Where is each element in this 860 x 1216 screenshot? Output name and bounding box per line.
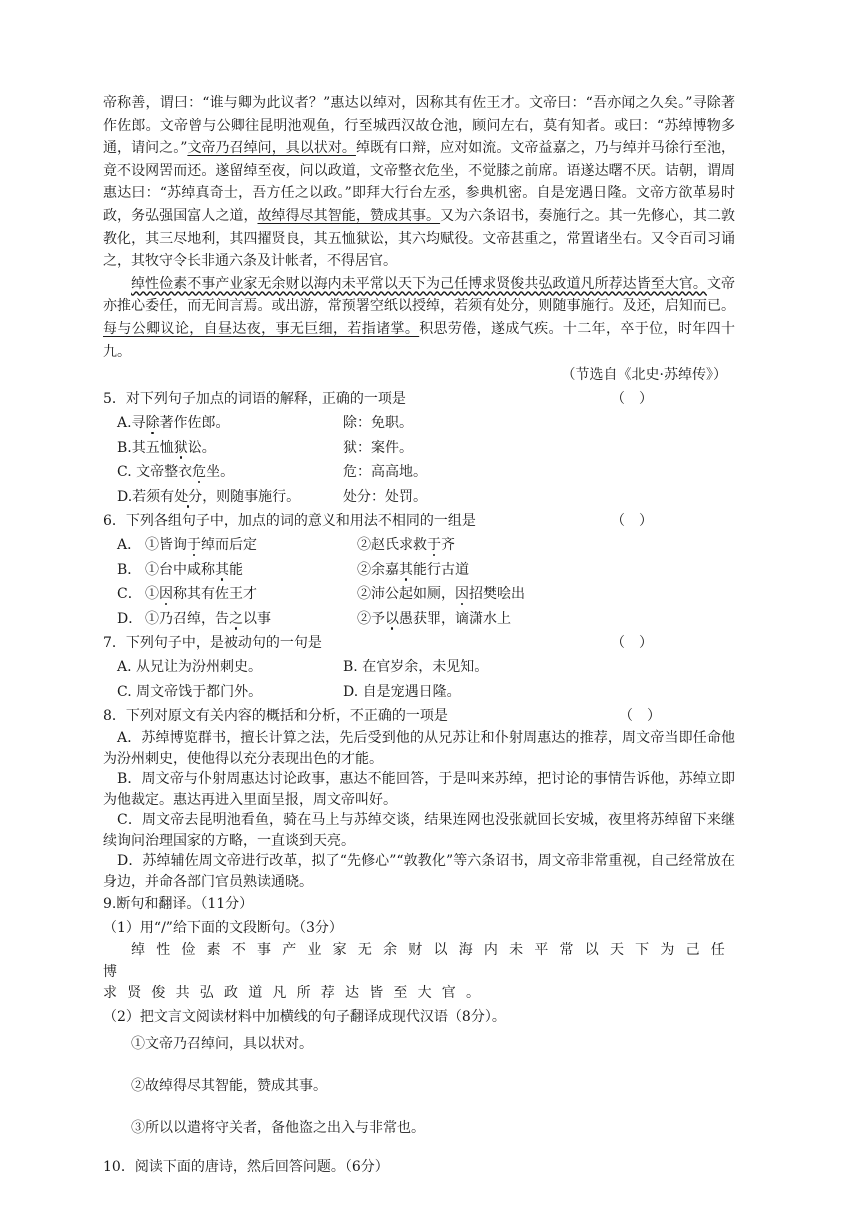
option-cell [357, 582, 525, 607]
translation-item-3: ③所以以遣将守关者，备他盗之出入与非常也。 [131, 1119, 425, 1136]
text-fragment: 能 [229, 561, 243, 578]
text-fragment: ②赵氏求救 [357, 537, 427, 554]
answer-paren: （ ） [619, 708, 661, 725]
dotted-word: 之 [229, 610, 243, 627]
question-9-part-2: （2）把文言文阅读材料中加横线的句子翻译成现代汉语（8分）。 [103, 1008, 506, 1025]
dotted-word: 其 [215, 561, 229, 578]
question-9 [103, 892, 735, 1139]
text-fragment: 称其有佐王才 [173, 586, 257, 603]
punctuation-text-line-1: 绰性俭素不事产业家无余财以海内未平常以天下为己任博 [103, 942, 735, 980]
punctuation-text-line-2: 求贤俊共弘政道凡所荐达皆至大官。 [103, 985, 491, 1002]
passage-text: 绰既有口辩，应对如流。文帝益嘉之，乃与绰并马徐行至池，竟不设网罟而还。遂留绰至夜，问以政道，文帝整衣危坐，不觉膝之前席。语遂达曙不厌。诘朝，谓周惠达曰：“苏绰真奇士，吾方任之以政。”即拜大行台左丞，参典机密。自是宠遇日隆。文帝方欲革易时政，务弘强国富人之道， [103, 140, 735, 224]
option-explanation: 狱：案件。 [343, 439, 413, 456]
option-c: C．周文帝去昆明池看鱼，骑在马上与苏绰交谈，结果连网也没张就回长安城，夜里将苏绰留下来继续询问治理国家的方略，一直谈到天亮。 [103, 812, 735, 849]
option-explanation: 处分：处罚。 [343, 488, 427, 505]
translation-item-2: ②故绰得尽其智能，赞成其事。 [131, 1077, 327, 1094]
text-fragment: D． [117, 610, 143, 627]
text-fragment: A.寻 [117, 415, 146, 432]
translation-item-1: ①文帝乃召绰问，具以状对。 [131, 1035, 313, 1052]
question-9-stem: 9.断句和翻译。（11分） [103, 896, 254, 913]
dotted-word: 处分 [174, 488, 203, 505]
passage-paragraph-1 [103, 92, 735, 273]
option-cell [117, 436, 343, 461]
underlined-sentence-3: 每与公卿议论，自昼达夜，事无巨细，若指诸掌。 [103, 320, 420, 337]
option-row-cd [103, 680, 735, 705]
text-fragment: 招樊哙出 [469, 586, 525, 603]
option-cell [117, 411, 343, 436]
passage-source: （节选自《北史·苏绰传》） [561, 367, 727, 384]
option-explanation: 除：免职。 [343, 415, 413, 432]
text-fragment: D.若须有 [117, 488, 175, 505]
text-fragment: ②余嘉 [357, 561, 399, 578]
option-c: C. 周文帝饯于都门外。 [117, 683, 263, 700]
stem-text: 6．下列各组句子中，加点的词的意义和用法不相同的一组是 [103, 513, 476, 530]
option-cell [357, 533, 455, 558]
text-fragment: B． [117, 561, 142, 578]
option-cell [117, 460, 343, 485]
option-b [103, 558, 735, 583]
passage-text: 又为六条诏书，奏施行之。其一先修心，其二敦教化，其三尽地利，其四擢贤良，其五恤狱讼，其六均赋役。文帝甚重之，常置诸坐右。又令百司习诵之，其牧守令长非通六条及计帐者，不得居官。 [103, 207, 736, 270]
option-cell [145, 558, 357, 583]
answer-paren: （ ） [611, 635, 653, 652]
option-d [103, 607, 735, 632]
question-6 [103, 509, 735, 631]
option-d: D. 自是宠遇日隆。 [343, 683, 461, 700]
option-cell [145, 582, 357, 607]
dotted-word: 狱 [173, 439, 188, 456]
question-8 [103, 704, 735, 892]
passage-text: 文帝亦推心委任，而无间言焉。或出游，常预署空纸以授绰，若须有处分，则随事施行。及还，启知而已。 [103, 275, 736, 315]
text-fragment: ① [145, 586, 159, 603]
text-fragment: B.其五恤 [117, 439, 174, 456]
option-cell [357, 607, 511, 632]
option-b: B. 在官岁余，未见知。 [343, 659, 489, 676]
dotted-word: 以 [385, 610, 399, 627]
question-7 [103, 631, 735, 704]
stem-text: 8．下列对原文有关内容的概括和分析，不正确的一项是 [103, 708, 448, 725]
text-fragment: 能行古道 [413, 561, 469, 578]
question-8-stem [103, 704, 735, 728]
question-10-stem: 10．阅读下面的唐诗，然后回答问题。（6分） [103, 1158, 389, 1175]
option-cell [357, 558, 469, 583]
passage-paragraph-2 [103, 273, 735, 363]
text-fragment: C． [117, 586, 142, 603]
option-row-ab [103, 655, 735, 680]
dotted-word: 除 [145, 415, 160, 432]
text-fragment: ②予 [357, 610, 385, 627]
text-fragment: A． [117, 537, 142, 554]
dotted-word: 于 [427, 537, 441, 554]
underlined-sentence-2: 故绰得尽其智能，赞成其事。 [257, 207, 441, 224]
dotted-word: 因 [455, 586, 469, 603]
dotted-word: 其 [399, 561, 413, 578]
option-b: B．周文帝与仆射周惠达讨论政事，惠达不能回答，于是叫来苏绰，把讨论的事情告诉他，苏绰立即为他裁定。惠达再进入里面呈报，周文帝叫好。 [103, 771, 735, 808]
stem-text: 7．下列句子中，是被动句的一句是 [103, 635, 322, 652]
text-fragment: ，则随事施行。 [202, 488, 301, 505]
text-fragment: 著作佐郎。 [159, 415, 230, 432]
answer-paren: （ ） [611, 391, 653, 408]
text-fragment: 绰而后定 [201, 537, 257, 554]
passage-text: 帝称善，谓曰：“谁与卿为此议者？”惠达以绰对，因称其有佐王才。文帝曰：“吾亦闻之久矣。”寻除著作佐郎。文帝曾与公卿往昆明池观鱼，行至城西汉故仓池，顾问左右，莫有知者。或曰：“苏绰博物多通，请问之。” [103, 95, 735, 157]
question-7-stem [103, 631, 735, 655]
text-fragment: ①台中咸称 [145, 561, 215, 578]
option-cell [145, 533, 357, 558]
question-9-part-1: （1）用“/”给下面的文段断句。（3分） [103, 920, 343, 937]
option-a [103, 411, 735, 436]
dotted-word: 于 [187, 537, 201, 554]
option-a [103, 533, 735, 558]
underlined-sentence-1: 文帝乃召绰问，具以状对。 [187, 140, 356, 157]
option-d [103, 485, 735, 510]
text-fragment: 齐 [441, 537, 455, 554]
question-5-stem [103, 387, 735, 411]
option-d: D．苏绰辅佐周文帝进行改革，拟了“先修心”“敦教化”等六条诏书，周文帝非常重视，自己经常放在身边，并命各部门官员熟读通晓。 [103, 853, 735, 890]
text-fragment: ②沛公起如厕， [357, 586, 455, 603]
option-b [103, 436, 735, 461]
answer-paren: （ ） [611, 513, 653, 530]
dotted-word: 因 [159, 586, 173, 603]
option-c [103, 582, 735, 607]
passage-text: 积思劳倦，遂成气疾。十二年，卒于位，时年四十九。 [103, 320, 736, 360]
option-a: A. 从兄让为汾州刺史。 [117, 659, 263, 676]
option-cell [117, 485, 343, 510]
text-fragment: 以事 [243, 610, 271, 627]
text-fragment: ①皆询 [145, 537, 187, 554]
option-c [103, 460, 735, 485]
text-fragment: 愚获罪，谪潇水上 [399, 610, 511, 627]
text-fragment: ①乃召绰，告 [145, 610, 229, 627]
text-fragment: 坐。 [206, 464, 235, 481]
stem-text: 5．对下列句子加点的词语的解释，正确的一项是 [103, 391, 406, 408]
question-6-stem [103, 509, 735, 533]
dotted-word: 危 [192, 464, 207, 481]
option-a: A．苏绰博览群书，擅长计算之法，先后受到他的从兄苏让和仆射周惠达的推荐，周文帝当即任命他为汾州刺史，使他得以充分表现出色的才能。 [103, 730, 735, 767]
text-fragment: C. 文帝整衣 [117, 464, 193, 481]
option-explanation: 危：高高地。 [343, 464, 427, 481]
text-fragment: 讼。 [187, 439, 216, 456]
wavy-underlined-sentence: 绰性俭素不事产业家无余财以海内未平常以天下为己任博求贤俊共弘政道凡所荐达皆至大官。 [131, 275, 707, 292]
exam-page [103, 92, 735, 1179]
question-5 [103, 387, 735, 509]
option-cell [145, 607, 357, 632]
